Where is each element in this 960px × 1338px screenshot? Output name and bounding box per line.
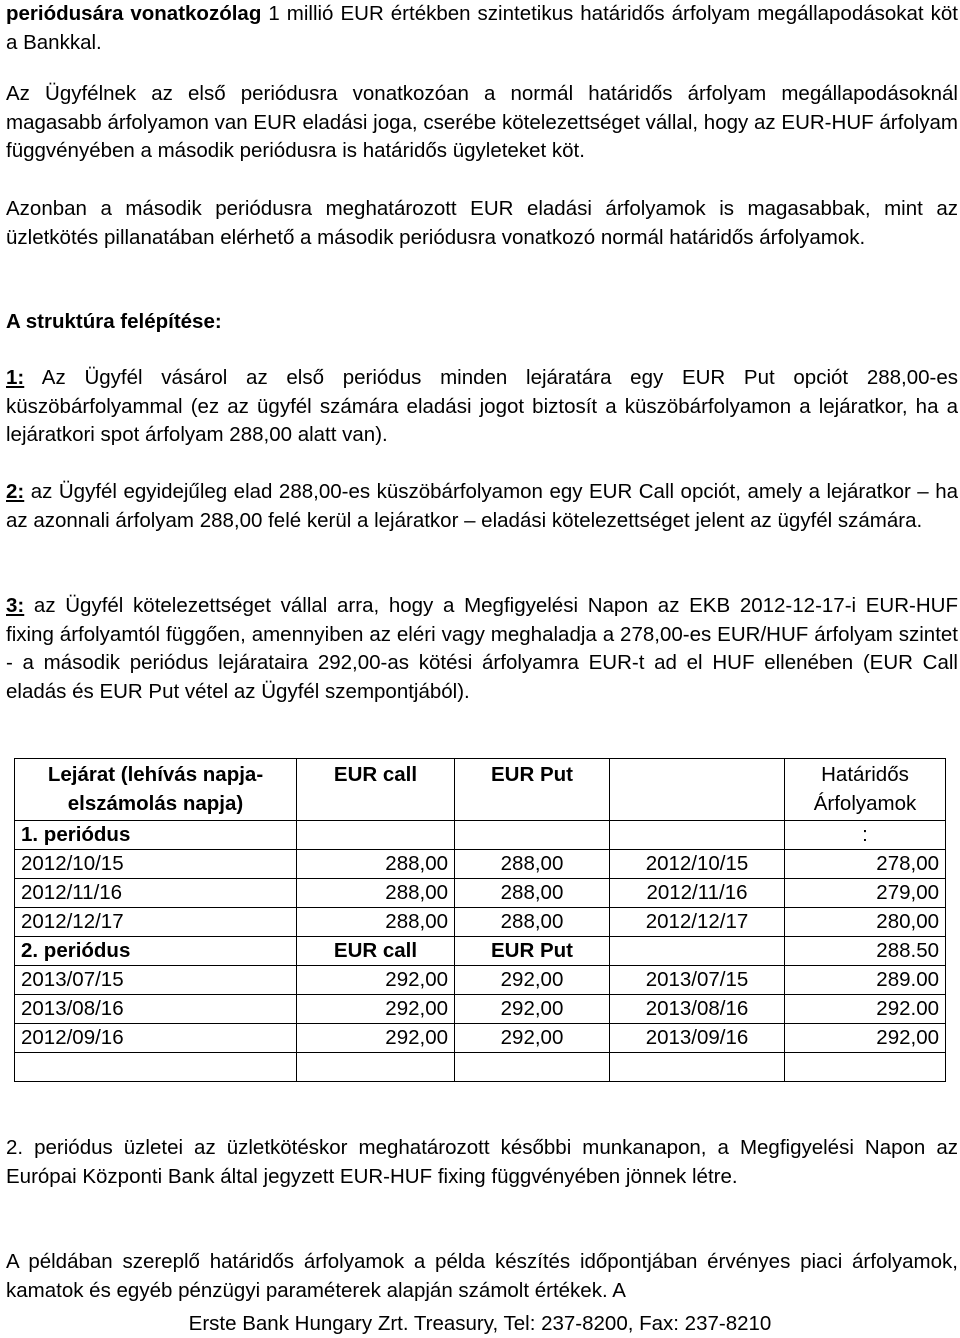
table-cell: 1. periódus bbox=[15, 821, 297, 850]
bold-lead: periódusára vonatkozólag bbox=[6, 2, 262, 25]
item-text: az Ügyfél egyidejűleg elad 288,00-es küszöbárfolyamon egy EUR Call opciót, amely a lejáratkor – ha az azonnali árfolyam 288,00 felé kerül a lejáratkor – eladási kötelezettséget jelent az ügyfél számára. bbox=[6, 480, 958, 532]
header-eur-put: EUR Put bbox=[455, 759, 610, 821]
paragraph-disclaimer: A példában szereplő határidős árfolyamok a példa készítés időpontjában érvényes piaci árfolyamok, kamatok és egyéb pénzügyi paraméterek alapján számolt értékek. A bbox=[6, 1250, 958, 1302]
header-eur-call: EUR call bbox=[297, 759, 455, 821]
table-header-row bbox=[15, 759, 946, 821]
table-cell bbox=[455, 821, 610, 850]
header-blank bbox=[610, 759, 785, 821]
item-number: 3: bbox=[6, 594, 25, 617]
header-forward-rates: Határidős Árfolyamok bbox=[785, 759, 946, 821]
table-cell: 278,00 bbox=[785, 850, 946, 879]
table-row bbox=[15, 937, 946, 966]
table-cell: 288,00 bbox=[455, 850, 610, 879]
table-cell bbox=[785, 1053, 946, 1082]
table-row bbox=[15, 966, 946, 995]
table-cell: 2012/11/16 bbox=[610, 879, 785, 908]
table-cell bbox=[610, 937, 785, 966]
table-cell: 289.00 bbox=[785, 966, 946, 995]
table-cell: 2012/12/17 bbox=[15, 908, 297, 937]
structure-item-1 bbox=[6, 364, 958, 450]
table-row bbox=[15, 1053, 946, 1082]
table-row bbox=[15, 879, 946, 908]
table-cell: 2013/09/16 bbox=[610, 1024, 785, 1053]
table-cell: 2013/07/15 bbox=[610, 966, 785, 995]
table-cell: 292,00 bbox=[297, 1024, 455, 1053]
table-cell: 2012/10/15 bbox=[15, 850, 297, 879]
page-footer: Erste Bank Hungary Zrt. Treasury, Tel: 237-8200, Fax: 237-8210 bbox=[188, 1312, 772, 1335]
table-row bbox=[15, 821, 946, 850]
table-cell bbox=[297, 1053, 455, 1082]
table-cell: 292,00 bbox=[785, 1024, 946, 1053]
table-cell: 288,00 bbox=[455, 879, 610, 908]
item-text: Az Ügyfél vásárol az első periódus minden lejáratára egy EUR Put opciót 288,00-es küszöbárfolyammal (ez az ügyfél számára eladási jogot biztosít a küszöbárfolyamon a lejáratkor, ha a lejáratkori spot árfolyam 288,00 alatt van). bbox=[6, 366, 958, 447]
intro-rest: 1 millió EUR értékben szintetikus határidős árfolyam megállapodásokat köt a Bankkal. bbox=[6, 2, 958, 54]
table-cell: 2012/09/16 bbox=[15, 1024, 297, 1053]
table-cell: 292,00 bbox=[297, 995, 455, 1024]
table-cell: 2012/11/16 bbox=[15, 879, 297, 908]
structure-item-3 bbox=[6, 592, 958, 706]
table-cell: EUR Put bbox=[455, 937, 610, 966]
paragraph-intro bbox=[6, 0, 958, 57]
table-cell: 292,00 bbox=[455, 995, 610, 1024]
structure-item-2 bbox=[6, 478, 958, 535]
structure-heading: A struktúra felépítése: bbox=[6, 310, 222, 333]
table-cell: 288,00 bbox=[297, 879, 455, 908]
table-cell: 2012/12/17 bbox=[610, 908, 785, 937]
table-cell: 279,00 bbox=[785, 879, 946, 908]
table-cell: 292,00 bbox=[297, 966, 455, 995]
table-cell: 288,00 bbox=[297, 850, 455, 879]
table-row bbox=[15, 1024, 946, 1053]
table-cell bbox=[610, 821, 785, 850]
item-number: 1: bbox=[6, 366, 25, 389]
table-cell bbox=[455, 1053, 610, 1082]
table-cell: 288,00 bbox=[297, 908, 455, 937]
table-cell: 292,00 bbox=[455, 966, 610, 995]
table-cell: 292.00 bbox=[785, 995, 946, 1024]
table-row bbox=[15, 908, 946, 937]
header-maturity: Lejárat (lehívás napja- elszámolás napja) bbox=[15, 759, 297, 821]
table-cell: 2. periódus bbox=[15, 937, 297, 966]
table-cell: : bbox=[785, 821, 946, 850]
table-cell: 288.50 bbox=[785, 937, 946, 966]
table-cell bbox=[297, 821, 455, 850]
table-row bbox=[15, 850, 946, 879]
table-cell: 2013/08/16 bbox=[15, 995, 297, 1024]
table-cell: 288,00 bbox=[455, 908, 610, 937]
table-row bbox=[15, 995, 946, 1024]
rates-table bbox=[14, 758, 946, 1082]
table-cell: 2013/08/16 bbox=[610, 995, 785, 1024]
table-cell: EUR call bbox=[297, 937, 455, 966]
table-cell: 292,00 bbox=[455, 1024, 610, 1053]
paragraph-second-period-note: 2. periódus üzletei az üzletkötéskor meghatározott későbbi munkanapon, a Megfigyelési Napon az Európai Központi Bank által jegyzett EUR-HUF fixing függvényében jönnek létre. bbox=[6, 1136, 958, 1188]
table-cell: 2012/10/15 bbox=[610, 850, 785, 879]
item-number: 2: bbox=[6, 480, 25, 503]
item-text: az Ügyfél kötelezettséget vállal arra, hogy a Megfigyelési Napon az EKB 2012-12-17-i EUR-HUF fixing árfolyamtól függően, amennyiben az eléri vagy meghaladja a 278,00-es EUR/HUF árfolyam szintet - a második periódus lejárataira 292,00-as kötési árfolyamra EUR-t ad el HUF ellenében (EUR Call eladás és EUR Put vétel az Ügyfél szempontjából). bbox=[6, 594, 958, 703]
paragraph-second-period: Azonban a második periódusra meghatározott EUR eladási árfolyamok is magasabbak, mint az üzletkötés pillanatában elérhető a második periódusra vonatkozó normál határidős árfolyamok. bbox=[6, 197, 958, 249]
table-cell: 280,00 bbox=[785, 908, 946, 937]
table-cell: 2013/07/15 bbox=[15, 966, 297, 995]
table-cell bbox=[15, 1053, 297, 1082]
table-cell bbox=[610, 1053, 785, 1082]
paragraph-first-period: Az Ügyfélnek az első periódusra vonatkozóan a normál határidős árfolyam megállapodásoknál magasabb árfolyamon van EUR eladási joga, cserébe kötelezettséget vállal, hogy az EUR-HUF árfolyam függvényében a második periódusra is határidős ügyleteket köt. bbox=[6, 82, 958, 163]
